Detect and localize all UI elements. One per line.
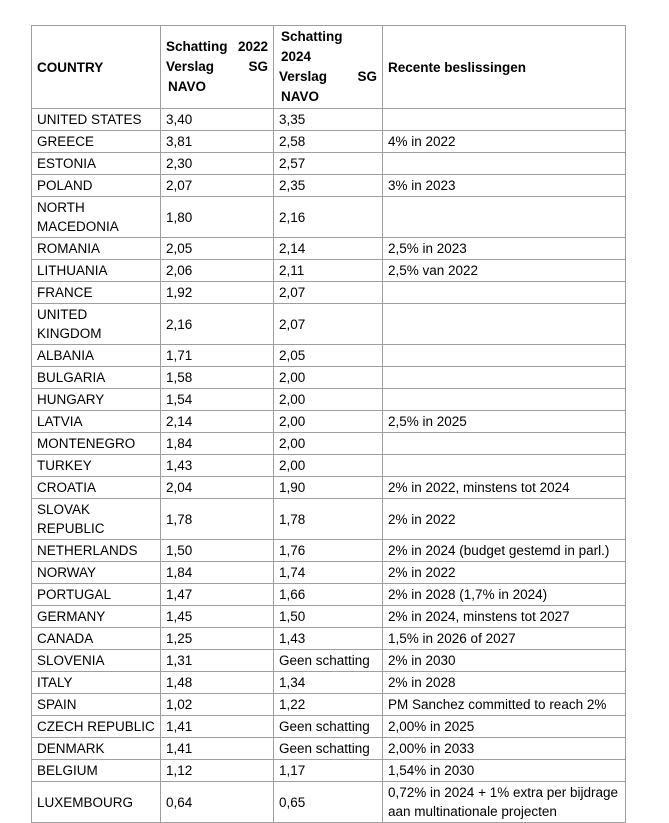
estimate-2024-cell: 1,43 bbox=[274, 628, 383, 650]
recent-decision-cell: 3% in 2023 bbox=[383, 175, 626, 197]
estimate-2024-cell: 1,90 bbox=[274, 477, 383, 499]
recent-decision-cell: 0,72% in 2024 + 1% extra per bijdrage aan multinationale projecten bbox=[383, 782, 626, 823]
country-cell: NETHERLANDS bbox=[32, 540, 161, 562]
estimate-2022-cell: 1,43 bbox=[161, 455, 274, 477]
document-page bbox=[0, 25, 669, 819]
recent-decision-cell: 2% in 2024 (budget gestemd in parl.) bbox=[383, 540, 626, 562]
table-row bbox=[32, 672, 626, 694]
recent-decision-cell: 2,5% in 2023 bbox=[383, 238, 626, 260]
estimate-2022-cell: 2,04 bbox=[161, 477, 274, 499]
country-cell: ESTONIA bbox=[32, 153, 161, 175]
country-cell: CZECH REPUBLIC bbox=[32, 716, 161, 738]
estimate-2024-cell: 1,34 bbox=[274, 672, 383, 694]
recent-decision-cell bbox=[383, 367, 626, 389]
estimate-2022-cell: 1,47 bbox=[161, 584, 274, 606]
estimate-2022-cell: 0,64 bbox=[161, 782, 274, 823]
estimate-2022-cell: 1,84 bbox=[161, 433, 274, 455]
estimate-2024-cell: 1,22 bbox=[274, 694, 383, 716]
table-row bbox=[32, 477, 626, 499]
nato-defence-spending-table bbox=[31, 25, 626, 823]
estimate-2024-cell: 1,76 bbox=[274, 540, 383, 562]
recent-decision-cell: 2,5% in 2025 bbox=[383, 411, 626, 433]
country-cell: FRANCE bbox=[32, 282, 161, 304]
header-est2022-verslag: Verslag bbox=[166, 59, 215, 74]
table-row bbox=[32, 345, 626, 367]
header-row bbox=[32, 26, 626, 109]
recent-decision-cell: 2,5% van 2022 bbox=[383, 260, 626, 282]
estimate-2024-cell: 2,00 bbox=[274, 433, 383, 455]
header-est2022-year: 2022 bbox=[237, 39, 268, 54]
recent-decision-cell bbox=[383, 153, 626, 175]
estimate-2022-cell: 1,54 bbox=[161, 389, 274, 411]
estimate-2024-cell: Geen schatting bbox=[274, 738, 383, 760]
estimate-2022-cell: 1,84 bbox=[161, 562, 274, 584]
recent-decision-cell bbox=[383, 304, 626, 345]
country-cell: LATVIA bbox=[32, 411, 161, 433]
table-row bbox=[32, 650, 626, 672]
estimate-2024-cell: 2,57 bbox=[274, 153, 383, 175]
country-cell: GERMANY bbox=[32, 606, 161, 628]
estimate-2024-cell: 1,66 bbox=[274, 584, 383, 606]
country-cell: POLAND bbox=[32, 175, 161, 197]
estimate-2022-cell: 2,16 bbox=[161, 304, 274, 345]
table-row bbox=[32, 131, 626, 153]
table-row bbox=[32, 304, 626, 345]
col-header-estimate-2022 bbox=[161, 26, 274, 109]
col-header-country: COUNTRY bbox=[32, 26, 161, 109]
table-row bbox=[32, 389, 626, 411]
estimate-2024-cell: 1,74 bbox=[274, 562, 383, 584]
country-cell: SPAIN bbox=[32, 694, 161, 716]
country-cell: DENMARK bbox=[32, 738, 161, 760]
estimate-2024-cell: 2,07 bbox=[274, 282, 383, 304]
estimate-2024-cell: 2,05 bbox=[274, 345, 383, 367]
table-row bbox=[32, 738, 626, 760]
recent-decision-cell bbox=[383, 109, 626, 131]
table-row bbox=[32, 628, 626, 650]
estimate-2024-cell: Geen schatting bbox=[274, 716, 383, 738]
recent-decision-cell: 1,5% in 2026 of 2027 bbox=[383, 628, 626, 650]
estimate-2022-cell: 1,80 bbox=[161, 197, 274, 238]
estimate-2022-cell: 1,41 bbox=[161, 716, 274, 738]
table-row bbox=[32, 606, 626, 628]
table-body bbox=[32, 109, 626, 823]
country-cell: SLOVENIA bbox=[32, 650, 161, 672]
recent-decision-cell: PM Sanchez committed to reach 2% bbox=[383, 694, 626, 716]
recent-decision-cell bbox=[383, 345, 626, 367]
recent-decision-cell: 4% in 2022 bbox=[383, 131, 626, 153]
recent-decision-cell bbox=[383, 433, 626, 455]
recent-decision-cell: 2,00% in 2025 bbox=[383, 716, 626, 738]
recent-decision-cell bbox=[383, 389, 626, 411]
estimate-2022-cell: 1,45 bbox=[161, 606, 274, 628]
table-row bbox=[32, 175, 626, 197]
estimate-2024-cell: 1,78 bbox=[274, 499, 383, 540]
header-est2024-verslag: Verslag bbox=[279, 69, 328, 84]
table-row bbox=[32, 716, 626, 738]
estimate-2022-cell: 1,12 bbox=[161, 760, 274, 782]
country-cell: BELGIUM bbox=[32, 760, 161, 782]
table-row bbox=[32, 562, 626, 584]
estimate-2022-cell: 1,58 bbox=[161, 367, 274, 389]
country-cell: ROMANIA bbox=[32, 238, 161, 260]
table-row bbox=[32, 455, 626, 477]
table-row bbox=[32, 499, 626, 540]
estimate-2024-cell: 2,00 bbox=[274, 455, 383, 477]
header-est2022-sg: SG bbox=[248, 59, 268, 74]
estimate-2022-cell: 3,40 bbox=[161, 109, 274, 131]
estimate-2024-cell: 3,35 bbox=[274, 109, 383, 131]
estimate-2024-cell: Geen schatting bbox=[274, 650, 383, 672]
estimate-2024-cell: 1,50 bbox=[274, 606, 383, 628]
country-cell: MONTENEGRO bbox=[32, 433, 161, 455]
country-cell: GREECE bbox=[32, 131, 161, 153]
recent-decision-cell: 2% in 2030 bbox=[383, 650, 626, 672]
estimate-2022-cell: 3,81 bbox=[161, 131, 274, 153]
table-row bbox=[32, 433, 626, 455]
table-row bbox=[32, 109, 626, 131]
estimate-2024-cell: 2,58 bbox=[274, 131, 383, 153]
estimate-2024-cell: 2,16 bbox=[274, 197, 383, 238]
recent-decision-cell: 2% in 2028 bbox=[383, 672, 626, 694]
estimate-2024-cell: 2,14 bbox=[274, 238, 383, 260]
country-cell: UNITED KINGDOM bbox=[32, 304, 161, 345]
header-est2024-title: Schatting 2024 bbox=[281, 29, 343, 64]
country-cell: UNITED STATES bbox=[32, 109, 161, 131]
estimate-2024-cell: 1,17 bbox=[274, 760, 383, 782]
table-row bbox=[32, 367, 626, 389]
estimate-2022-cell: 2,14 bbox=[161, 411, 274, 433]
recent-decision-cell: 2% in 2028 (1,7% in 2024) bbox=[383, 584, 626, 606]
recent-decision-cell: 2% in 2022 bbox=[383, 562, 626, 584]
table-row bbox=[32, 260, 626, 282]
country-cell: LITHUANIA bbox=[32, 260, 161, 282]
col-header-recent-decisions: Recente beslissingen bbox=[383, 26, 626, 109]
country-cell: PORTUGAL bbox=[32, 584, 161, 606]
recent-decision-cell: 2% in 2022, minstens tot 2024 bbox=[383, 477, 626, 499]
col-header-estimate-2024 bbox=[274, 26, 383, 109]
recent-decision-cell bbox=[383, 282, 626, 304]
header-est2024-navo: NAVO bbox=[281, 89, 320, 104]
country-cell: BULGARIA bbox=[32, 367, 161, 389]
estimate-2024-cell: 2,11 bbox=[274, 260, 383, 282]
table-row bbox=[32, 411, 626, 433]
country-cell: NORWAY bbox=[32, 562, 161, 584]
header-est2022-word: Schatting bbox=[166, 39, 228, 54]
estimate-2022-cell: 1,25 bbox=[161, 628, 274, 650]
table-row bbox=[32, 540, 626, 562]
table-row bbox=[32, 282, 626, 304]
country-cell: LUXEMBOURG bbox=[32, 782, 161, 823]
estimate-2024-cell: 2,35 bbox=[274, 175, 383, 197]
table-row bbox=[32, 238, 626, 260]
table-row bbox=[32, 153, 626, 175]
estimate-2022-cell: 2,06 bbox=[161, 260, 274, 282]
table-row bbox=[32, 760, 626, 782]
estimate-2022-cell: 2,07 bbox=[161, 175, 274, 197]
recent-decision-cell: 2% in 2022 bbox=[383, 499, 626, 540]
estimate-2022-cell: 1,41 bbox=[161, 738, 274, 760]
estimate-2022-cell: 1,50 bbox=[161, 540, 274, 562]
table-row bbox=[32, 584, 626, 606]
table-row bbox=[32, 197, 626, 238]
country-cell: SLOVAK REPUBLIC bbox=[32, 499, 161, 540]
country-cell: ITALY bbox=[32, 672, 161, 694]
recent-decision-cell: 1,54% in 2030 bbox=[383, 760, 626, 782]
estimate-2022-cell: 2,30 bbox=[161, 153, 274, 175]
country-cell: HUNGARY bbox=[32, 389, 161, 411]
estimate-2024-cell: 2,00 bbox=[274, 367, 383, 389]
table-row bbox=[32, 782, 626, 823]
recent-decision-cell: 2% in 2024, minstens tot 2027 bbox=[383, 606, 626, 628]
estimate-2024-cell: 2,00 bbox=[274, 411, 383, 433]
estimate-2024-cell: 0,65 bbox=[274, 782, 383, 823]
recent-decision-cell bbox=[383, 197, 626, 238]
header-est2024-sg: SG bbox=[357, 69, 377, 84]
estimate-2022-cell: 1,92 bbox=[161, 282, 274, 304]
country-cell: CROATIA bbox=[32, 477, 161, 499]
estimate-2022-cell: 1,02 bbox=[161, 694, 274, 716]
estimate-2022-cell: 2,05 bbox=[161, 238, 274, 260]
country-cell: CANADA bbox=[32, 628, 161, 650]
country-cell: TURKEY bbox=[32, 455, 161, 477]
estimate-2022-cell: 1,78 bbox=[161, 499, 274, 540]
estimate-2024-cell: 2,00 bbox=[274, 389, 383, 411]
country-cell: ALBANIA bbox=[32, 345, 161, 367]
table-row bbox=[32, 694, 626, 716]
estimate-2022-cell: 1,31 bbox=[161, 650, 274, 672]
estimate-2024-cell: 2,07 bbox=[274, 304, 383, 345]
country-cell: NORTH MACEDONIA bbox=[32, 197, 161, 238]
recent-decision-cell: 2,00% in 2033 bbox=[383, 738, 626, 760]
recent-decision-cell bbox=[383, 455, 626, 477]
header-est2022-navo: NAVO bbox=[168, 79, 207, 94]
estimate-2022-cell: 1,48 bbox=[161, 672, 274, 694]
estimate-2022-cell: 1,71 bbox=[161, 345, 274, 367]
